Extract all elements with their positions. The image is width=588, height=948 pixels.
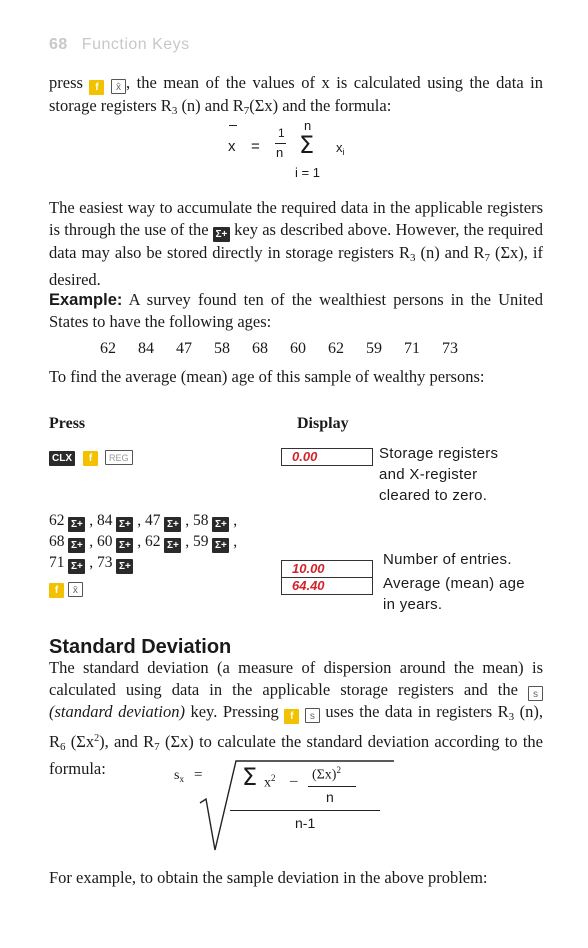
note-line: in years.: [383, 596, 443, 613]
intro-text-4: (Σx) and the formula:: [249, 96, 392, 115]
formula-denominator: n-1: [295, 815, 316, 831]
subscript: 6: [60, 741, 66, 753]
accumulate-paragraph: [49, 197, 543, 291]
separator: ,: [85, 512, 97, 529]
para1-text-4: (Σx), if desired.: [49, 243, 543, 289]
entry-row: [49, 553, 237, 574]
formula-one: 1: [278, 126, 285, 140]
intro-text-2: , the mean of the values of x is calculated using the data in storage registers R: [49, 73, 544, 115]
entry-value: 58: [193, 512, 209, 529]
note-cleared: [379, 443, 498, 506]
reg-key: REG: [105, 450, 133, 465]
entry-row: [49, 532, 237, 553]
std-text-5: (Σx: [65, 732, 95, 751]
std-text-2: key. Pressing: [184, 702, 279, 721]
example-text: A survey found ten of the wealthiest persons in the United States to have the following ages:: [49, 290, 543, 331]
sigma-plus-key: Σ+: [116, 559, 133, 574]
formula-x: x: [228, 138, 236, 155]
entry-value: 84: [97, 512, 113, 529]
sigma-plus-key: Σ+: [164, 538, 181, 553]
separator: ,: [181, 512, 193, 529]
age-value: 60: [290, 340, 306, 357]
sum-lower: i = 1: [295, 165, 320, 180]
age-value: 62: [100, 340, 116, 357]
sigma-plus-key: Σ+: [212, 538, 229, 553]
note-entries: Number of entries.: [383, 551, 512, 568]
radical-sign: [198, 755, 398, 855]
note-line: cleared to zero.: [379, 487, 488, 504]
sigma-plus-key: Σ+: [68, 559, 85, 574]
s-key: s: [305, 708, 320, 723]
subscript: 3: [508, 711, 515, 723]
formula-n: n: [326, 789, 334, 805]
display-readout-1: 0.00: [281, 448, 373, 466]
std-text-1: The standard deviation (a measure of dispersion around the mean) is calculated using data in the applicable storage registers and the: [49, 658, 543, 699]
age-value: 47: [176, 340, 192, 357]
separator: ,: [133, 512, 145, 529]
entry-value: 60: [97, 533, 113, 550]
formula-sx: $s_x$: [174, 768, 184, 784]
x-bar-overline: [229, 125, 237, 126]
mean-keystroke: [49, 577, 237, 598]
intro-text-1: press: [49, 73, 83, 92]
superscript: 2: [94, 733, 100, 744]
sum-upper: n: [304, 118, 312, 133]
separator: ,: [133, 533, 145, 550]
page-number: 68: [49, 36, 68, 53]
age-value: 71: [404, 340, 420, 357]
example-paragraph: [49, 289, 543, 333]
sigma-plus-key: Σ+: [68, 538, 85, 553]
sigma-plus-key: Σ+: [116, 538, 133, 553]
para1-text-2: key as described above. However, the required data may also be stored directly in storage registers R: [49, 220, 544, 262]
intro-paragraph: [49, 72, 543, 122]
entry-value: 71: [49, 554, 65, 571]
entry-value: 73: [97, 554, 113, 571]
formula-n: n: [276, 145, 284, 160]
subscript: 7: [243, 105, 250, 117]
formula-equals: =: [251, 138, 260, 155]
clx-key: CLX: [49, 451, 75, 466]
subscript: 3: [409, 252, 416, 264]
formula-equals: =: [194, 767, 203, 783]
sigma-plus-key: Σ+: [164, 517, 181, 532]
press-header: Press: [49, 415, 86, 432]
sigma-symbol: Σ: [242, 763, 258, 791]
sigma-symbol: Σ: [299, 131, 315, 159]
para1-text-3: (n) and R: [415, 243, 485, 262]
formula-x2: $x^2$: [264, 773, 276, 791]
display-header: Display: [297, 415, 349, 432]
inner-fraction-bar: [308, 786, 356, 787]
sigma-plus-key: Σ+: [213, 227, 230, 242]
entry-value: 59: [193, 533, 209, 550]
note-line: Storage registers: [379, 445, 499, 462]
intro-text-3: (n) and R: [177, 96, 244, 115]
age-value: 68: [252, 340, 268, 357]
f-key: f: [49, 583, 64, 598]
formula-numerator: $(\Sigma x)^2$: [312, 765, 341, 783]
note-line: and X-register: [379, 466, 478, 483]
separator: ,: [229, 533, 238, 550]
display-readout-2: 10.00: [281, 560, 373, 578]
separator: ,: [181, 533, 193, 550]
age-value: 84: [138, 340, 154, 357]
entry-value: 68: [49, 533, 65, 550]
f-key: f: [89, 80, 104, 95]
sigma-plus-key: Σ+: [116, 517, 133, 532]
x-bar-key: x̄: [111, 79, 126, 94]
section-heading: Standard Deviation: [49, 636, 232, 658]
formula-minus: –: [290, 773, 298, 789]
age-value: 62: [328, 340, 344, 357]
std-formula: [168, 755, 398, 855]
average-paragraph: To find the average (mean) age of this sample of wealthy persons:: [49, 367, 485, 386]
note-mean: [383, 573, 525, 615]
separator: ,: [229, 512, 238, 529]
para1-text-1: The easiest way to accumulate the required data in the applicable registers is through the use of the: [49, 198, 543, 239]
x-bar-key: x̄: [68, 582, 83, 597]
f-key: f: [284, 709, 299, 724]
display-readout-3: 64.40: [281, 577, 373, 595]
ages-list: [100, 340, 480, 358]
subscript: 3: [171, 105, 178, 117]
std-text-3: uses the data in registers R: [325, 702, 509, 721]
std-text-4: (n), R: [49, 702, 544, 751]
subscript: 7: [484, 252, 490, 264]
entry-value: 62: [49, 512, 65, 529]
running-title: Function Keys: [81, 36, 190, 53]
std-text-6: ), and R: [99, 732, 155, 751]
closing-paragraph: For example, to obtain the sample deviation in the above problem:: [49, 868, 488, 887]
fraction-bar: [275, 143, 286, 144]
separator: ,: [85, 533, 97, 550]
mean-formula: [225, 118, 365, 190]
entry-value: 47: [145, 512, 161, 529]
age-value: 59: [366, 340, 382, 357]
age-value: 73: [442, 340, 458, 357]
note-line: Average (mean) age: [383, 575, 525, 592]
std-italic: (standard deviation): [49, 702, 185, 721]
f-key: f: [83, 451, 98, 466]
sigma-plus-key: Σ+: [212, 517, 229, 532]
subscript: 7: [154, 741, 160, 753]
age-value: 58: [214, 340, 230, 357]
formula-xi: $x_i$: [336, 140, 345, 157]
entry-value: 62: [145, 533, 161, 550]
separator: ,: [85, 554, 97, 571]
running-head: [49, 36, 190, 54]
entry-keystrokes: [49, 511, 237, 598]
outer-fraction-bar: [230, 810, 380, 811]
entry-row: [49, 511, 237, 532]
sigma-plus-key: Σ+: [68, 517, 85, 532]
example-label: Example:: [49, 291, 123, 309]
s-key: s: [528, 686, 543, 701]
std-text-7: (Σx) to calculate the standard deviation according to the formula:: [49, 732, 543, 778]
clear-keystrokes: [49, 446, 133, 466]
